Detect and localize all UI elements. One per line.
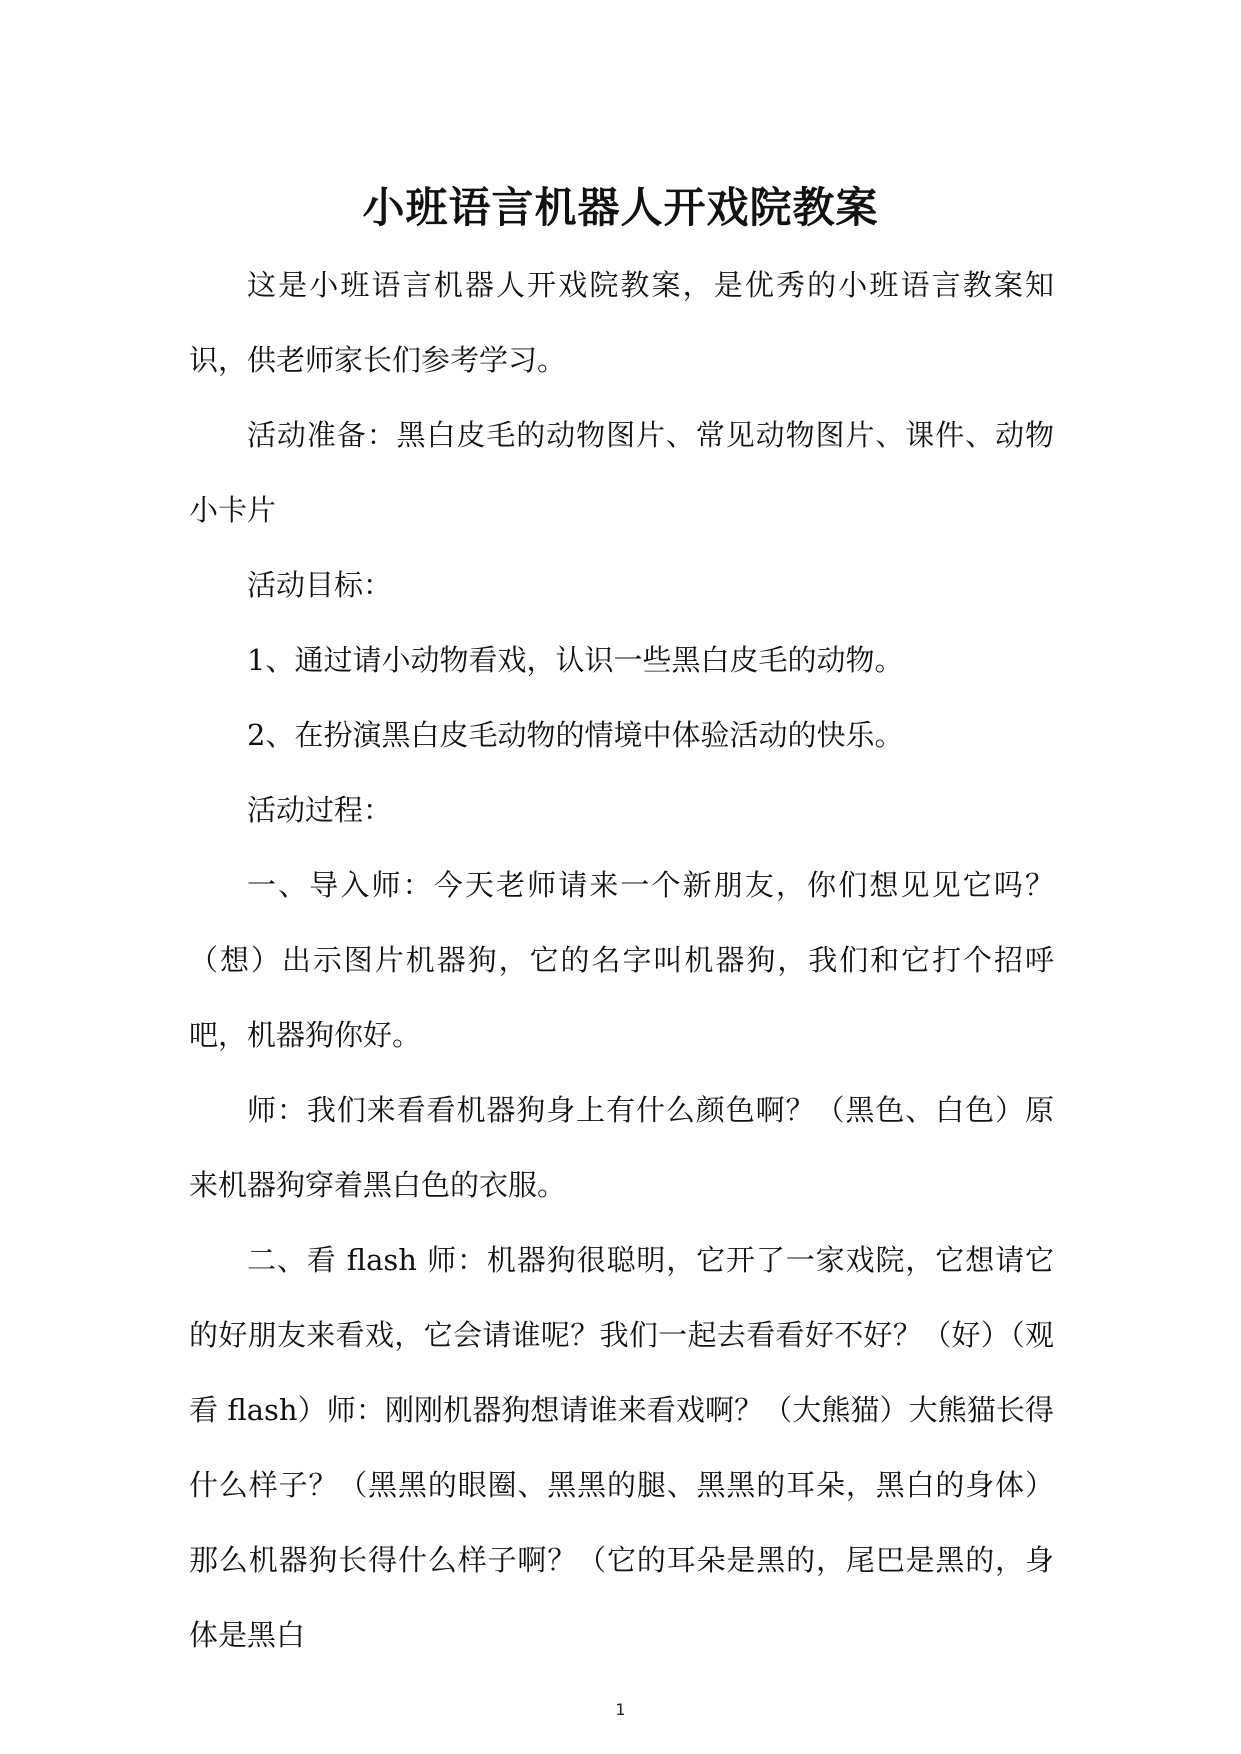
- paragraph-goals-heading: 活动目标：: [247, 568, 393, 602]
- paragraph-step-1: 一、导入师：今天老师请来一个新朋友，你们想见见它吗？（想）出示图片机器狗，它的名字叫机器狗，我们和它打个招呼吧，机器狗你好。: [189, 868, 1054, 1052]
- paragraph-goal-1: 1、通过请小动物看戏，认识一些黑白皮毛的动物。: [247, 643, 904, 677]
- paragraph-intro: 这是小班语言机器人开戏院教案，是优秀的小班语言教案知识，供老师家长们参考学习。: [189, 268, 1054, 377]
- paragraph-step-2: 二、看 flash 师：机器狗很聪明，它开了一家戏院，它想请它的好朋友来看戏，它会请谁呢？我们一起去看看好不好？（好）（观看 flash）师：刚刚机器狗想请谁来看戏啊？（大熊猫）大熊猫长得什么样子？（黑黑的眼圈、黑黑的腿、黑黑的耳朵，黑白的身体）那么机器狗长得什么样子啊？（它的耳朵是黑的，尾巴是黑的，身体是黑白: [189, 1243, 1054, 1652]
- paragraph-process-heading: 活动过程：: [247, 793, 393, 827]
- document-body: [189, 248, 1054, 1673]
- paragraph-preparation: 活动准备：黑白皮毛的动物图片、常见动物图片、课件、动物小卡片: [189, 418, 1054, 527]
- paragraph-teacher-question: 师：我们来看看机器狗身上有什么颜色啊？（黑色、白色）原来机器狗穿着黑白色的衣服。: [189, 1093, 1054, 1202]
- page-number: 1: [615, 1700, 626, 1719]
- document-title: 小班语言机器人开戏院教案: [362, 183, 879, 233]
- paragraph-goal-2: 2、在扮演黑白皮毛动物的情境中体验活动的快乐。: [247, 718, 904, 752]
